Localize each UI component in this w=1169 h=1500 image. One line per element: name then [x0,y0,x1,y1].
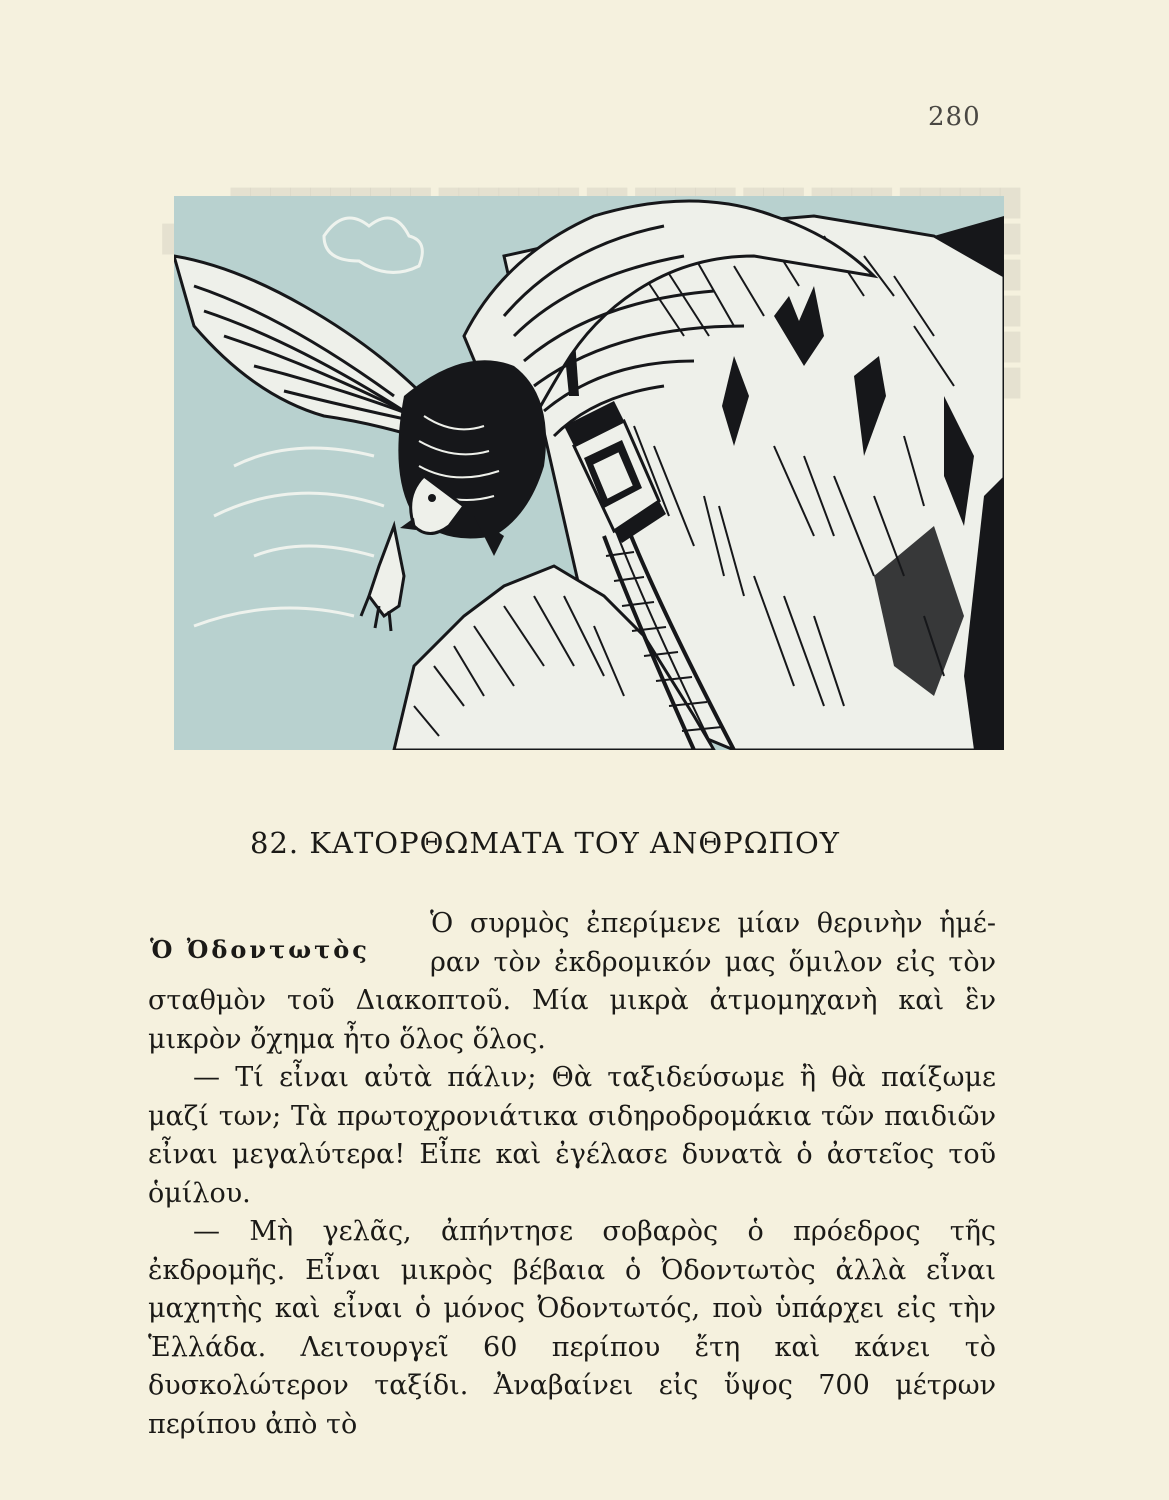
illustration-eagle-over-rack-railway [174,196,1004,750]
section-marginal-heading: Ὁ Ὀδοντωτὸς [150,935,370,964]
illustration-drawing [174,196,1004,750]
opening-paragraph [148,944,996,1060]
chapter-title: 82. ΚΑΤΟΡΘΩΜΑΤΑ ΤΟΥ ΑΝΘΡΩΠΟΥ [250,826,840,860]
page-number: 280 [928,102,981,132]
paragraph-3: — Μὴ γελᾶς, ἀπήντησε σοβαρὸς ὁ πρόεδρος τῆς ἐκδρομῆς. Εἶναι μικρὸς βέβαια ὁ Ὀδοντωτὸς ἀλλὰ εἶναι μαχητὴς καὶ εἶναι ὁ μόνος Ὀδοντωτός, ποὺ ὑπάρχει εἰς τὴν Ἑλλάδα. Λειτουργεῖ 60 περίπου ἔτη καὶ κάνει τὸ δυσκολώτερον ταξίδι. Ἀναβαίνει εἰς ὕψος 700 μέτρων περίπου ἀπὸ τὸ [148,1216,996,1440]
paragraph-2: — Τί εἶναι αὐτὰ πάλιν; Θὰ ταξιδεύσωμε ἢ θὰ παίξωμε μαζί των; Τὰ πρωτοχρονιάτικα σιδηροδρομάκια τῶν παιδιῶν εἶναι μεγαλύτερα! Εἶπε καὶ ἐγέλασε δυνατὰ ὁ ἀστεῖος τοῦ ὁμίλου. [148,1062,996,1209]
opening-line: Ὁ συρμὸς ἐπερίμενε μίαν θερινὴν ἡμέ- [430,908,996,939]
opening-rest-text: ραν τὸν ἐκδρομικόν μας ὅμιλον εἰς τὸν σταθμὸν τοῦ Διακοπτοῦ. Μία μικρὰ ἀτμομηχανὴ καὶ ἓν μικρὸν ὄχημα ἦτο ὅλος ὅλος. [148,946,996,1055]
body-text [148,905,996,1444]
